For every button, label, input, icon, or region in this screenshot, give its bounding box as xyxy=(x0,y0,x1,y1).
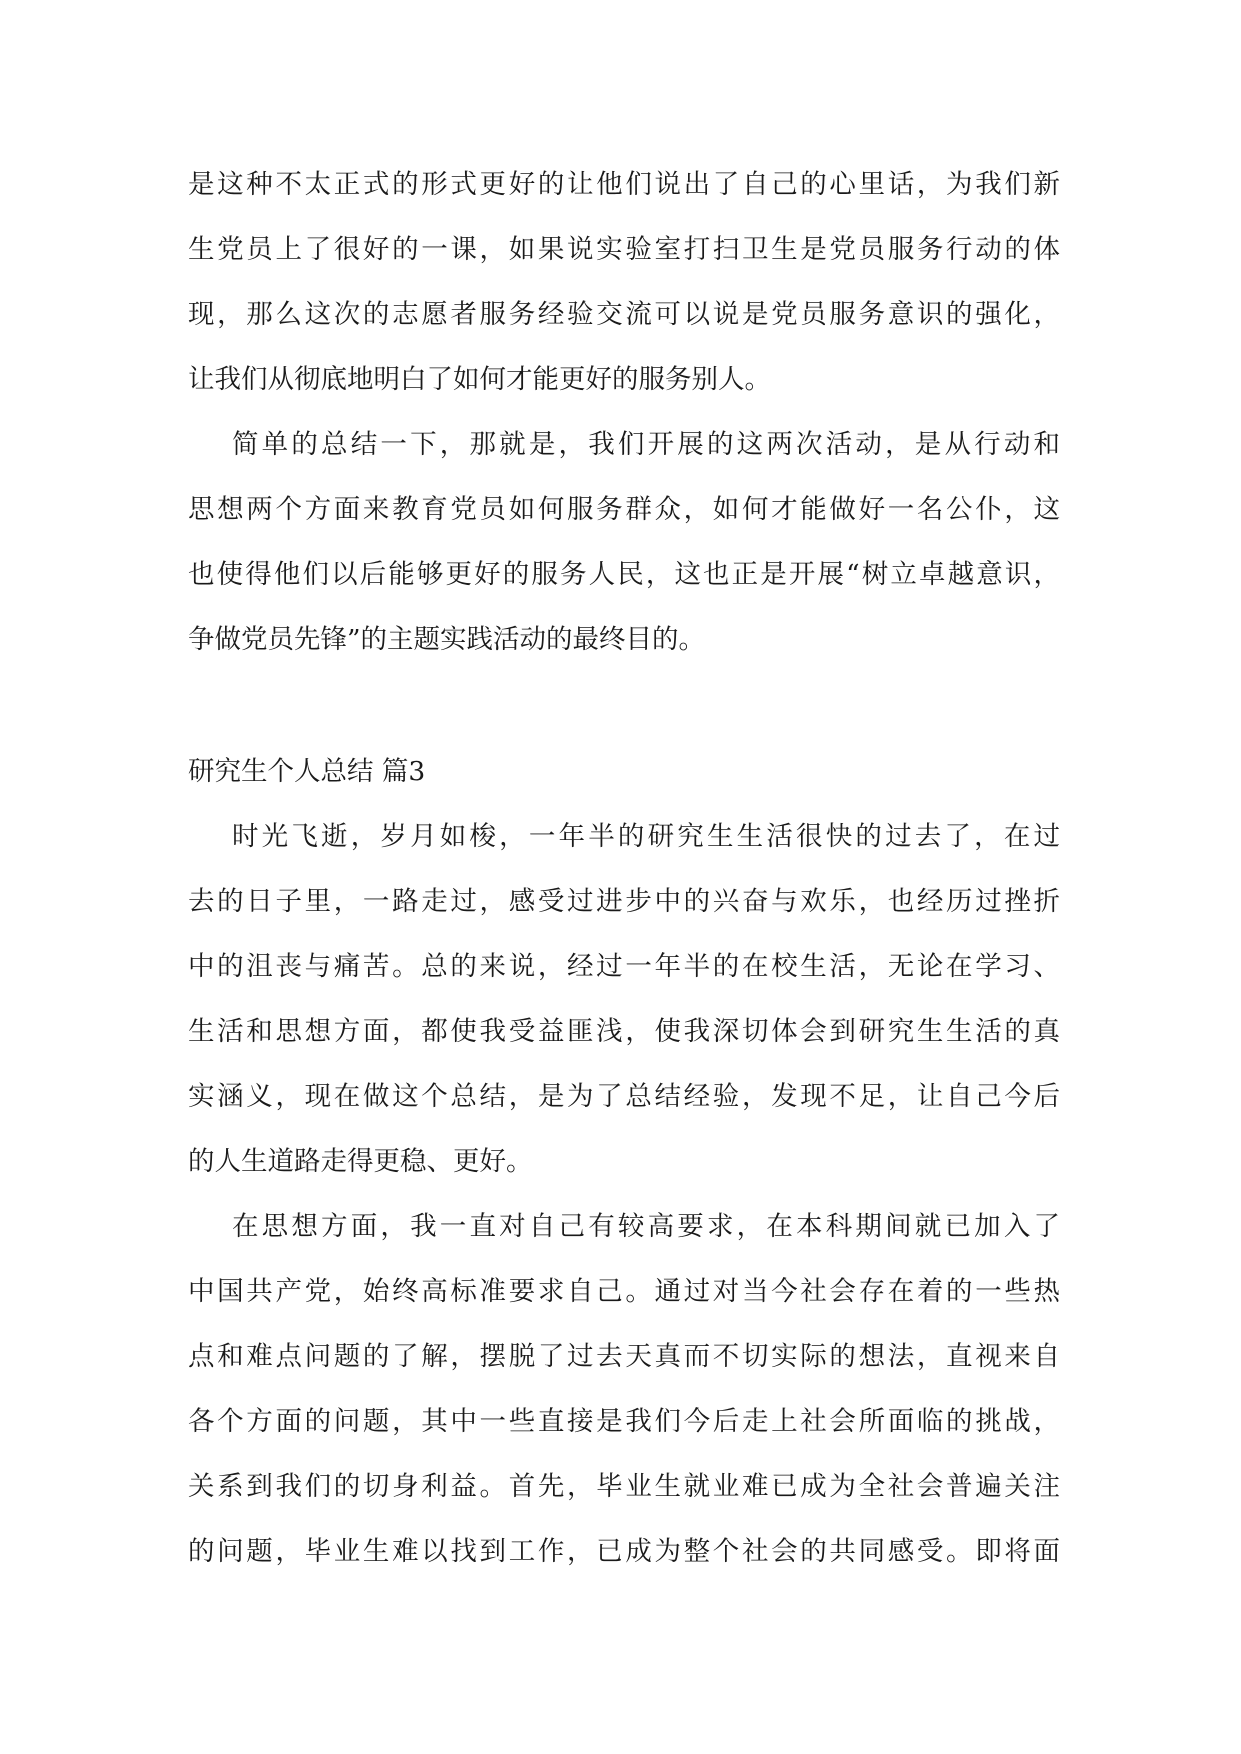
paragraph-4-line-1: 在思想方面，我一直对自己有较高要求，在本科期间就已加入了 xyxy=(232,1211,1060,1242)
paragraph-3-line-1: 时光飞逝，岁月如梭，一年半的研究生生活很快的过去了，在过 xyxy=(232,821,1060,852)
paragraph-3-line-2: 去的日子里，一路走过，感受过进步中的兴奋与欢乐，也经历过挫折 xyxy=(188,886,1060,917)
paragraph-4-line-5: 关系到我们的切身利益。首先，毕业生就业难已成为全社会普遍关注 xyxy=(188,1471,1060,1502)
paragraph-3-line-3: 中的沮丧与痛苦。总的来说，经过一年半的在校生活，无论在学习、 xyxy=(188,951,1060,982)
paragraph-1-line-1: 是这种不太正式的形式更好的让他们说出了自己的心里话，为我们新 xyxy=(188,169,1060,200)
paragraph-2-line-1: 简单的总结一下，那就是，我们开展的这两次活动，是从行动和 xyxy=(232,429,1060,460)
paragraph-4-line-2: 中国共产党，始终高标准要求自己。通过对当今社会存在着的一些热 xyxy=(188,1276,1060,1307)
paragraph-1-line-4: 让我们从彻底地明白了如何才能更好的服务别人。 xyxy=(188,364,771,395)
paragraph-4-line-4: 各个方面的问题，其中一些直接是我们今后走上社会所面临的挑战， xyxy=(188,1406,1060,1437)
paragraph-1-line-2: 生党员上了很好的一课，如果说实验室打扫卫生是党员服务行动的体 xyxy=(188,234,1060,265)
paragraph-3-line-6: 的人生道路走得更稳、更好。 xyxy=(188,1146,533,1177)
paragraph-4-line-6: 的问题，毕业生难以找到工作，已成为整个社会的共同感受。即将面 xyxy=(188,1536,1060,1567)
paragraph-1-line-3: 现，那么这次的志愿者服务经验交流可以说是党员服务意识的强化， xyxy=(188,299,1060,330)
paragraph-2-line-3: 也使得他们以后能够更好的服务人民，这也正是开展“树立卓越意识， xyxy=(188,559,1060,590)
paragraph-3-line-4: 生活和思想方面，都使我受益匪浅，使我深切体会到研究生生活的真 xyxy=(188,1016,1060,1047)
paragraph-4-line-3: 点和难点问题的了解，摆脱了过去天真而不切实际的想法，直视来自 xyxy=(188,1341,1060,1372)
section-heading: 研究生个人总结 篇3 xyxy=(188,756,426,787)
paragraph-2-line-2: 思想两个方面来教育党员如何服务群众，如何才能做好一名公仆，这 xyxy=(188,494,1060,525)
paragraph-2-line-4: 争做党员先锋”的主题实践活动的最终目的。 xyxy=(188,624,706,655)
paragraph-3-line-5: 实涵义，现在做这个总结，是为了总结经验，发现不足，让自己今后 xyxy=(188,1081,1060,1112)
